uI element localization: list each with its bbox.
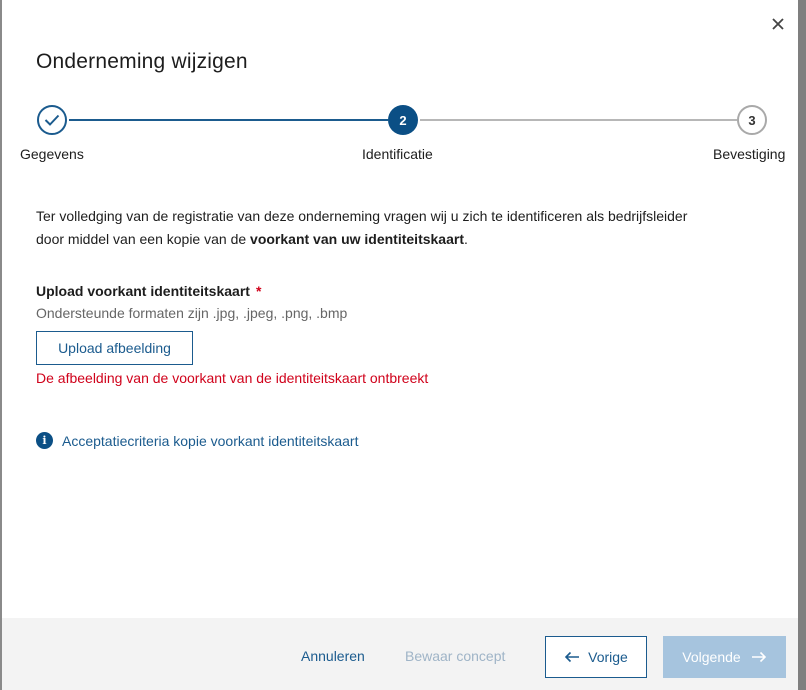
step-label-identificatie: Identificatie — [362, 146, 433, 162]
next-button[interactable] — [663, 636, 786, 678]
intro-text — [36, 205, 776, 251]
previous-button-label: Vorige — [588, 649, 628, 665]
checkmark-icon — [44, 114, 60, 126]
intro-line-2-suffix: . — [464, 231, 468, 247]
close-icon[interactable] — [764, 10, 792, 38]
step-label-bevestiging: Bevestiging — [713, 146, 786, 162]
arrow-right-icon — [751, 651, 767, 663]
upload-label-text: Upload voorkant identiteitskaart — [36, 283, 250, 299]
validation-error-message: De afbeelding van de voorkant van de identiteitskaart ontbreekt — [36, 370, 429, 386]
stepper-line-upcoming — [420, 119, 737, 121]
next-button-label: Volgende — [682, 649, 741, 665]
backdrop — [798, 0, 806, 690]
step-label-gegevens: Gegevens — [20, 146, 84, 162]
stepper-line-completed — [69, 119, 388, 121]
supported-formats-hint: Ondersteunde formaten zijn .jpg, .jpeg, .png, .bmp — [36, 305, 348, 321]
step-1-completed-indicator — [37, 105, 67, 135]
arrow-left-icon — [564, 651, 580, 663]
dialog-title: Onderneming wijzigen — [36, 50, 248, 73]
upload-field-label — [36, 283, 261, 299]
cancel-button[interactable]: Annuleren — [301, 648, 365, 664]
intro-line-2-prefix: door middel van een kopie van de — [36, 231, 251, 247]
previous-button[interactable] — [545, 636, 647, 678]
step-2-indicator: 2 — [388, 105, 418, 135]
save-draft-button[interactable]: Bewaar concept — [405, 648, 506, 664]
info-icon: i — [36, 432, 53, 449]
modal-dialog — [2, 0, 798, 690]
acceptance-criteria-link[interactable]: Acceptatiecriteria kopie voorkant identiteitskaart — [62, 432, 359, 449]
intro-line-1: Ter volledging van de registratie van deze onderneming vragen wij u zich te identificeren als bedrijfsleider — [36, 208, 688, 224]
upload-image-button[interactable]: Upload afbeelding — [36, 331, 193, 365]
intro-line-2-bold: voorkant van uw identiteitskaart — [250, 231, 464, 247]
step-3-indicator: 3 — [737, 105, 767, 135]
required-marker: * — [255, 283, 262, 299]
acceptance-criteria-row — [36, 432, 358, 449]
